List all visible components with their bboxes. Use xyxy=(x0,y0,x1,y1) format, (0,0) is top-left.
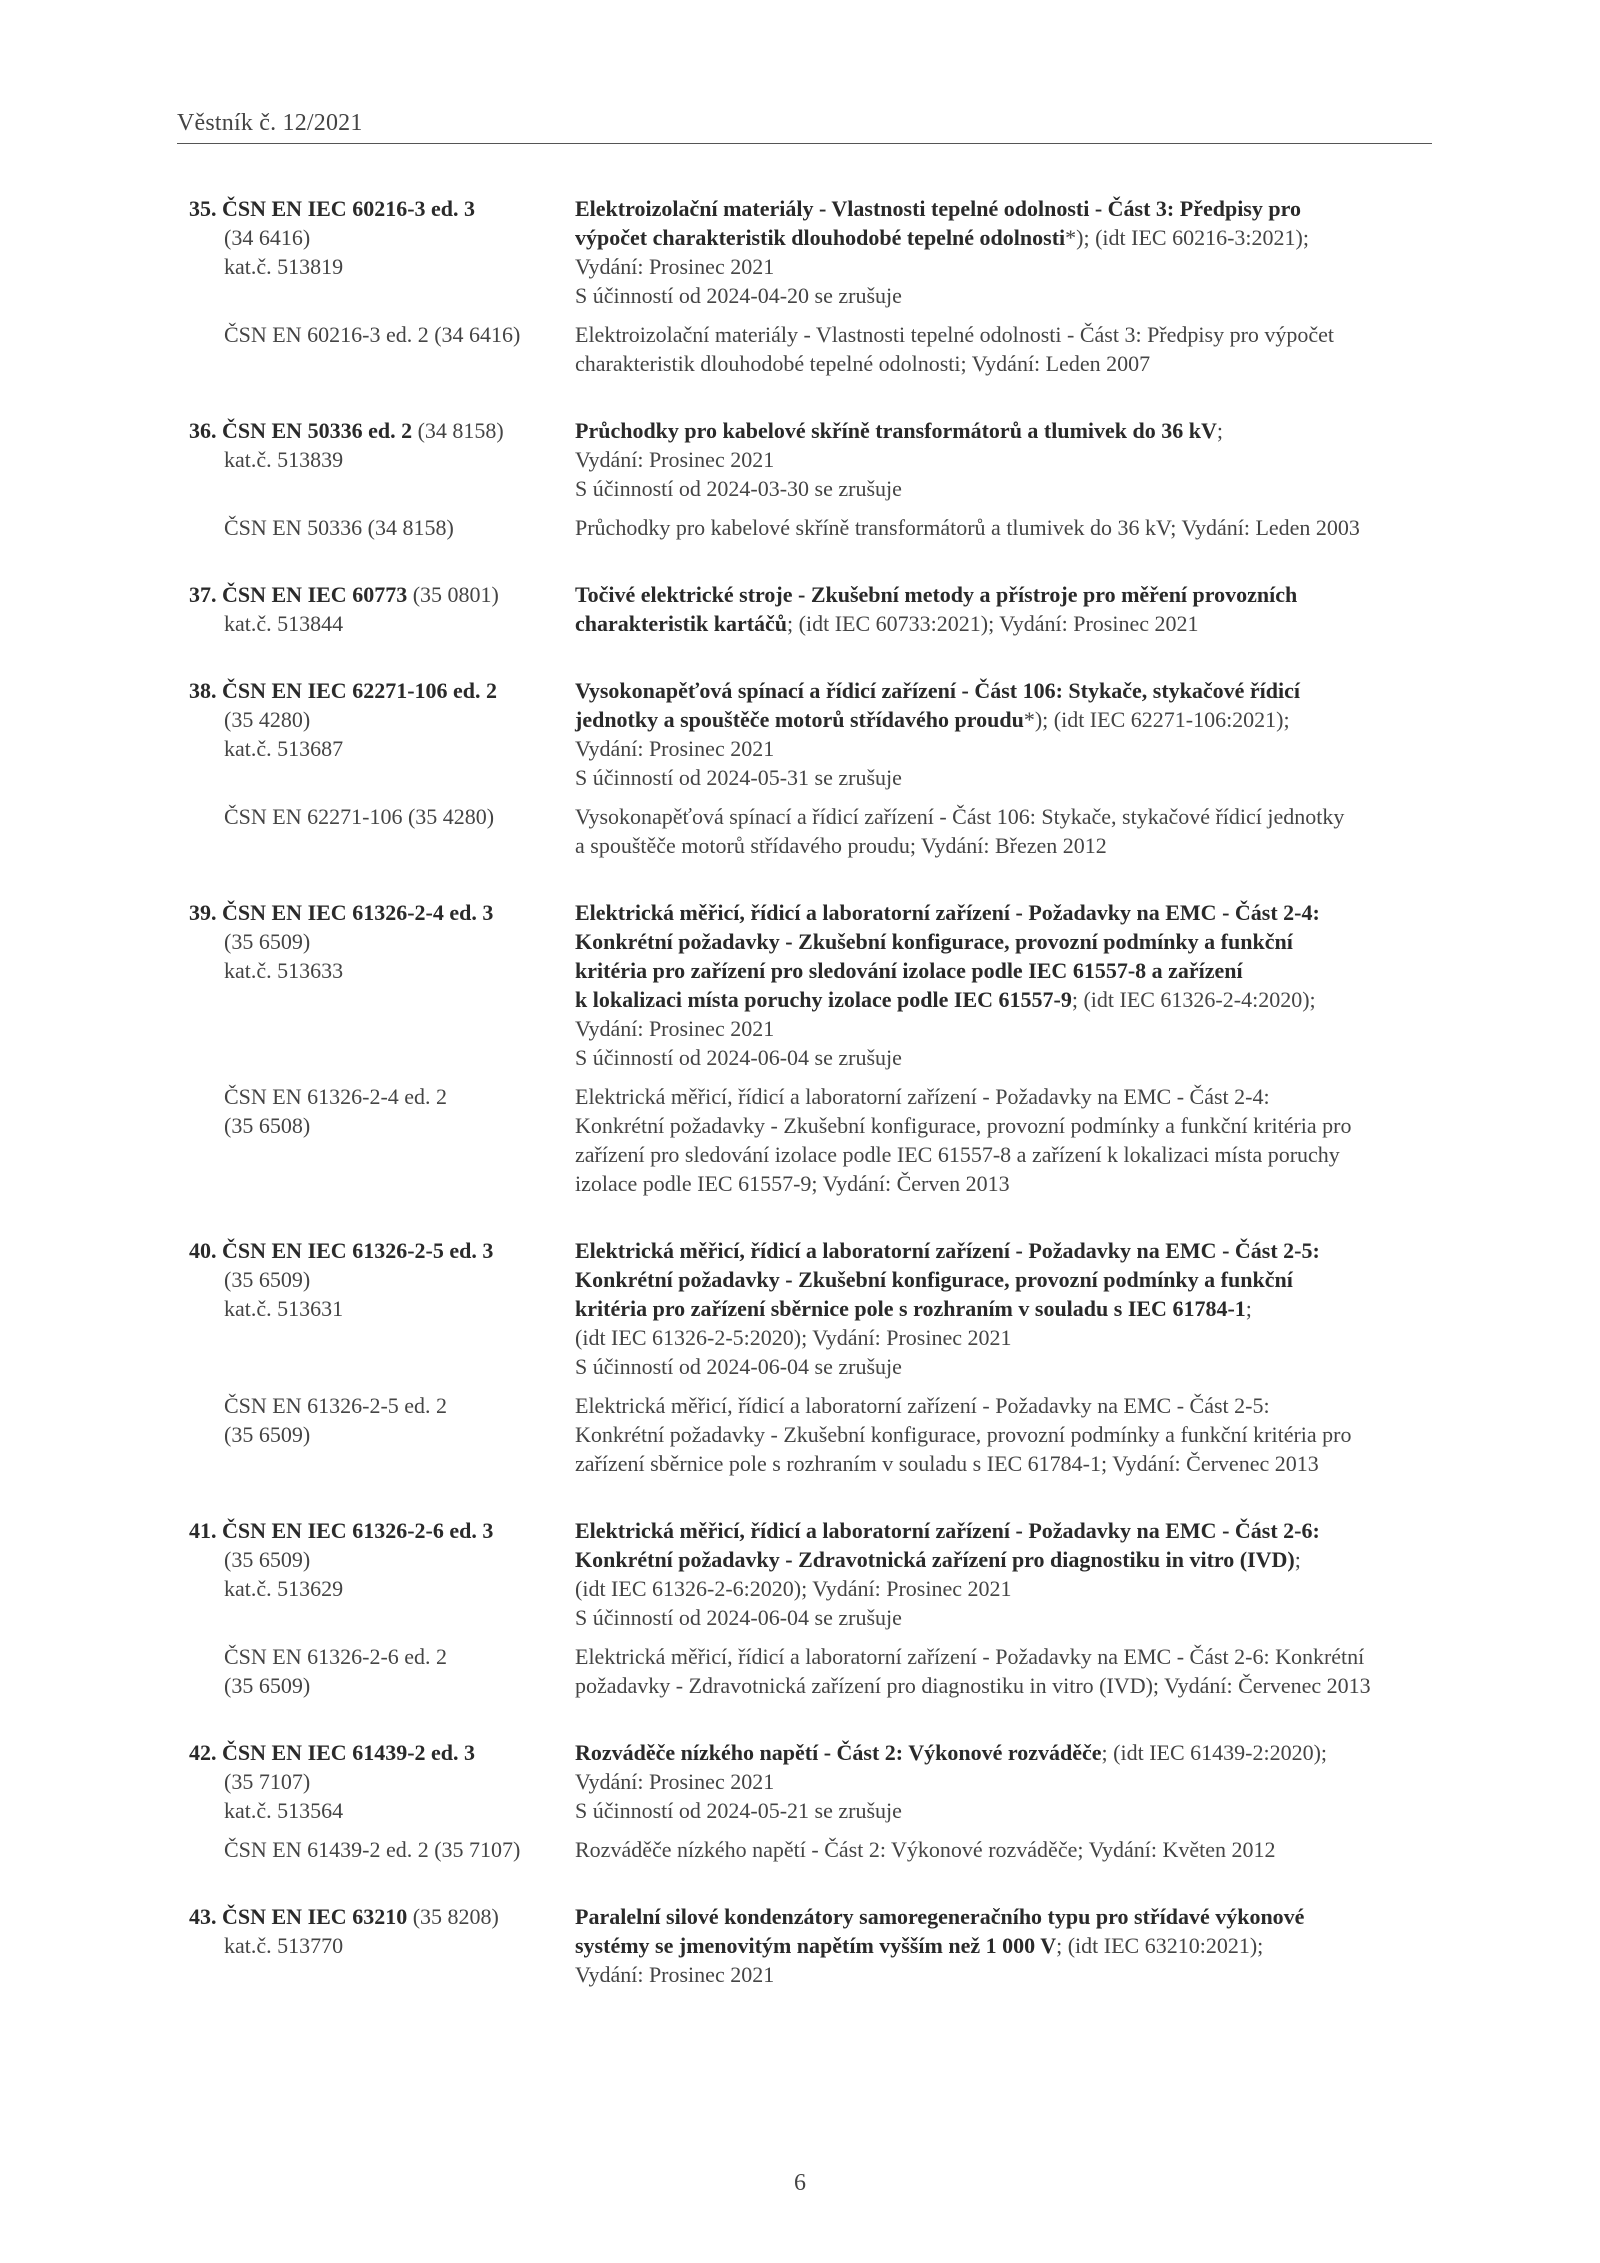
replaced-standard-row xyxy=(189,1391,1444,1478)
classification-number: (35 6509) xyxy=(224,1547,311,1572)
standard-main-row xyxy=(189,416,1444,503)
replaced-title-line: Konkrétní požadavky - Zkušební konfigurace, provozní podmínky a funkční kritéria pro xyxy=(575,1113,1352,1138)
issue-detail: S účinností od 2024-06-04 se zrušuje xyxy=(575,1354,902,1379)
classification-number: (35 6509) xyxy=(224,1267,311,1292)
catalog-number: kat.č. 513819 xyxy=(224,254,344,279)
replaced-code: (35 6509) xyxy=(224,1422,311,1447)
replaced-title-line: Elektrická měřicí, řídicí a laboratorní zařízení - Požadavky na EMC - Část 2-5: xyxy=(575,1393,1270,1418)
standard-main-row xyxy=(189,580,1444,638)
standard-entry xyxy=(189,1236,1444,1478)
page-number: 6 xyxy=(794,2170,806,2196)
standard-description xyxy=(575,194,1444,310)
replaced-title-line: Vysokonapěťová spínací a řídicí zařízení - Část 106: Stykače, stykačové řídicí jednotky xyxy=(575,804,1345,829)
catalog-number: kat.č. 513564 xyxy=(224,1798,344,1823)
standard-code-line xyxy=(189,416,575,445)
catalog-number: kat.č. 513770 xyxy=(224,1933,344,1958)
replaced-title-line: Konkrétní požadavky - Zkušební konfigurace, provozní podmínky a funkční kritéria pro xyxy=(575,1422,1352,1447)
issue-detail: Vydání: Prosinec 2021 xyxy=(575,736,775,761)
replaced-code: ČSN EN 61326-2-5 ed. 2 xyxy=(224,1393,448,1418)
title-suffix: ; xyxy=(1294,1547,1301,1572)
standard-entry xyxy=(189,1738,1444,1864)
issue-detail: Vydání: Prosinec 2021 xyxy=(575,447,775,472)
replaced-title-line: Elektrická měřicí, řídicí a laboratorní zařízení - Požadavky na EMC - Část 2-6: Konkrétní xyxy=(575,1644,1365,1669)
entry-number: 38. xyxy=(189,678,217,703)
title-line xyxy=(575,580,1444,609)
issue-detail: S účinností od 2024-03-30 se zrušuje xyxy=(575,476,902,501)
title-line xyxy=(575,1738,1444,1767)
standard-title: Paralelní silové kondenzátory samoregeneračního typu pro střídavé výkonové xyxy=(575,1904,1305,1929)
replaced-designation xyxy=(189,513,575,542)
standard-title: jednotky a spouštěče motorů střídavého proudu xyxy=(575,707,1024,732)
standard-description xyxy=(575,676,1444,792)
issue-detail: Vydání: Prosinec 2021 xyxy=(575,254,775,279)
standard-title: Točivé elektrické stroje - Zkušební metody a přístroje pro měření provozních xyxy=(575,582,1298,607)
replaced-designation xyxy=(189,1082,575,1140)
standard-code: ČSN EN IEC 61326-2-6 ed. 3 xyxy=(222,1518,494,1543)
standard-title: k lokalizaci místa poruchy izolace podle IEC 61557-9 xyxy=(575,987,1072,1012)
entry-number: 41. xyxy=(189,1518,217,1543)
standard-main-row xyxy=(189,194,1444,310)
standard-designation xyxy=(189,416,575,474)
entry-number: 37. xyxy=(189,582,217,607)
title-suffix: *); (idt IEC 62271-106:2021); xyxy=(1023,707,1290,732)
replaced-description xyxy=(575,513,1444,542)
standard-entry xyxy=(189,1516,1444,1700)
standard-designation xyxy=(189,1236,575,1323)
title-suffix: ; xyxy=(1216,418,1224,443)
issue-detail: S účinností od 2024-05-21 se zrušuje xyxy=(575,1798,902,1823)
page-header xyxy=(177,110,1432,144)
replaced-title-line: charakteristik dlouhodobé tepelné odolnosti; Vydání: Leden 2007 xyxy=(575,351,1151,376)
replaced-standard-row xyxy=(189,1835,1444,1864)
issue-detail: S účinností od 2024-04-20 se zrušuje xyxy=(575,283,902,308)
replaced-description xyxy=(575,1391,1444,1478)
replaced-standard-row xyxy=(189,513,1444,542)
standard-main-row xyxy=(189,1516,1444,1632)
standard-title: Vysokonapěťová spínací a řídicí zařízení - Část 106: Stykače, stykačové řídicí xyxy=(575,678,1301,703)
journal-title: Věstník č. 12/2021 xyxy=(177,110,363,136)
title-line xyxy=(575,1931,1444,1960)
standard-main-row xyxy=(189,1902,1444,1989)
issue-detail: S účinností od 2024-06-04 se zrušuje xyxy=(575,1045,902,1070)
replaced-code: ČSN EN 50336 (34 8158) xyxy=(224,515,454,540)
standard-description xyxy=(575,898,1444,1072)
standard-code: ČSN EN IEC 63210 xyxy=(222,1904,408,1929)
catalog-number: kat.č. 513629 xyxy=(224,1576,344,1601)
standard-title: Průchodky pro kabelové skříně transformátorů a tlumivek do 36 kV xyxy=(575,418,1217,443)
standard-code-line xyxy=(189,1902,575,1931)
replaced-designation xyxy=(189,1835,575,1864)
standard-description xyxy=(575,1516,1444,1632)
standard-title: Elektrická měřicí, řídicí a laboratorní zařízení - Požadavky na EMC - Část 2-5: xyxy=(575,1238,1320,1263)
standard-title: Konkrétní požadavky - Zkušební konfigurace, provozní podmínky a funkční xyxy=(575,929,1293,954)
issue-detail: Vydání: Prosinec 2021 xyxy=(575,1962,775,1987)
catalog-number: kat.č. 513687 xyxy=(224,736,344,761)
standard-code: ČSN EN IEC 60773 xyxy=(222,582,408,607)
catalog-number: kat.č. 513631 xyxy=(224,1296,344,1321)
standard-description xyxy=(575,1902,1444,1989)
standard-code: ČSN EN IEC 61326-2-4 ed. 3 xyxy=(222,900,494,925)
replaced-code: ČSN EN 61439-2 ed. 2 (35 7107) xyxy=(224,1837,521,1862)
title-line xyxy=(575,416,1444,445)
replaced-title-line: Rozváděče nízkého napětí - Část 2: Výkonové rozváděče; Vydání: Květen 2012 xyxy=(575,1837,1276,1862)
replaced-title-line: zařízení sběrnice pole s rozhraním v souladu s IEC 61784-1; Vydání: Červenec 2013 xyxy=(575,1451,1319,1476)
classification-number: (35 4280) xyxy=(224,707,311,732)
standard-main-row xyxy=(189,676,1444,792)
replaced-designation xyxy=(189,802,575,831)
standard-title: kritéria pro zařízení sběrnice pole s rozhraním v souladu s IEC 61784-1 xyxy=(575,1296,1246,1321)
entry-number: 42. xyxy=(189,1740,217,1765)
title-line xyxy=(575,1236,1444,1265)
entry-number: 40. xyxy=(189,1238,217,1263)
issue-detail: Vydání: Prosinec 2021 xyxy=(575,1769,775,1794)
classification-number: (35 0801) xyxy=(407,582,499,607)
replaced-code: ČSN EN 61326-2-6 ed. 2 xyxy=(224,1644,448,1669)
standard-entry xyxy=(189,580,1444,638)
replaced-title-line: Průchodky pro kabelové skříně transformátorů a tlumivek do 36 kV; Vydání: Leden 2003 xyxy=(575,515,1360,540)
standard-title: Elektroizolační materiály - Vlastnosti tepelné odolnosti - Část 3: Předpisy pro xyxy=(575,196,1301,221)
replaced-designation xyxy=(189,1642,575,1700)
replaced-designation xyxy=(189,320,575,349)
standard-code-line xyxy=(189,580,575,609)
title-line xyxy=(575,985,1444,1014)
standard-designation xyxy=(189,898,575,985)
standard-main-row xyxy=(189,898,1444,1072)
replaced-designation xyxy=(189,1391,575,1449)
standard-title: Elektrická měřicí, řídicí a laboratorní zařízení - Požadavky na EMC - Část 2-6: xyxy=(575,1518,1320,1543)
title-suffix: ; xyxy=(1245,1296,1252,1321)
title-line xyxy=(575,705,1444,734)
classification-number: (35 7107) xyxy=(224,1769,311,1794)
standard-designation xyxy=(189,194,575,281)
replaced-code: ČSN EN 62271-106 (35 4280) xyxy=(224,804,495,829)
replaced-title-line: Elektroizolační materiály - Vlastnosti tepelné odolnosti - Část 3: Předpisy pro výpočet xyxy=(575,322,1335,347)
standard-code-line xyxy=(189,194,575,223)
replaced-title-line: zařízení pro sledování izolace podle IEC 61557-8 a zařízení k lokalizaci místa poruchy xyxy=(575,1142,1340,1167)
catalog-number: kat.č. 513839 xyxy=(224,447,344,472)
replaced-standard-row xyxy=(189,802,1444,860)
replaced-standard-row xyxy=(189,1642,1444,1700)
standard-title: Konkrétní požadavky - Zdravotnická zařízení pro diagnostiku in vitro (IVD) xyxy=(575,1547,1295,1572)
standard-description xyxy=(575,1236,1444,1381)
standard-title: Konkrétní požadavky - Zkušební konfigurace, provozní podmínky a funkční xyxy=(575,1267,1293,1292)
standard-code-line xyxy=(189,898,575,927)
title-line xyxy=(575,1545,1444,1574)
standard-designation xyxy=(189,580,575,638)
entry-number: 35. xyxy=(189,196,217,221)
standard-designation xyxy=(189,1902,575,1960)
standard-title: Elektrická měřicí, řídicí a laboratorní zařízení - Požadavky na EMC - Část 2-4: xyxy=(575,900,1320,925)
standard-entry xyxy=(189,676,1444,860)
standard-designation xyxy=(189,1516,575,1603)
replaced-description xyxy=(575,1642,1444,1700)
standard-title: charakteristik kartáčů xyxy=(575,611,788,636)
title-suffix: ; (idt IEC 61326-2-4:2020); xyxy=(1071,987,1316,1012)
classification-number: (34 8158) xyxy=(412,418,504,443)
classification-number: (34 6416) xyxy=(224,225,311,250)
title-line xyxy=(575,1902,1444,1931)
replaced-standard-row xyxy=(189,320,1444,378)
standard-designation xyxy=(189,676,575,763)
standard-main-row xyxy=(189,1738,1444,1825)
standard-description xyxy=(575,416,1444,503)
replaced-description xyxy=(575,802,1444,860)
entry-number: 39. xyxy=(189,900,217,925)
replaced-code: ČSN EN 61326-2-4 ed. 2 xyxy=(224,1084,448,1109)
replaced-description xyxy=(575,1082,1444,1198)
standard-code: ČSN EN 50336 ed. 2 xyxy=(222,418,413,443)
title-line xyxy=(575,1294,1444,1323)
title-line xyxy=(575,898,1444,927)
standard-description xyxy=(575,1738,1444,1825)
replaced-title-line: Elektrická měřicí, řídicí a laboratorní zařízení - Požadavky na EMC - Část 2-4: xyxy=(575,1084,1270,1109)
catalog-number: kat.č. 513844 xyxy=(224,611,344,636)
issue-detail: (idt IEC 61326-2-5:2020); Vydání: Prosinec 2021 xyxy=(575,1325,1012,1350)
standards-list xyxy=(189,194,1444,2027)
standard-title: Rozváděče nízkého napětí - Část 2: Výkonové rozváděče xyxy=(575,1740,1102,1765)
replaced-title-line: izolace podle IEC 61557-9; Vydání: Červen 2013 xyxy=(575,1171,1010,1196)
title-line xyxy=(575,676,1444,705)
issue-detail: S účinností od 2024-06-04 se zrušuje xyxy=(575,1605,902,1630)
title-line xyxy=(575,223,1444,252)
standard-title: výpočet charakteristik dlouhodobé tepelné odolnosti xyxy=(575,225,1066,250)
replaced-title-line: a spouštěče motorů střídavého proudu; Vydání: Březen 2012 xyxy=(575,833,1107,858)
standard-code-line xyxy=(189,1516,575,1545)
standard-title: kritéria pro zařízení pro sledování izolace podle IEC 61557-8 a zařízení xyxy=(575,958,1243,983)
standard-code-line xyxy=(189,1738,575,1767)
entry-number: 43. xyxy=(189,1904,217,1929)
replaced-code: ČSN EN 60216-3 ed. 2 (34 6416) xyxy=(224,322,521,347)
standard-code: ČSN EN IEC 62271-106 ed. 2 xyxy=(222,678,498,703)
standard-main-row xyxy=(189,1236,1444,1381)
replaced-title-line: požadavky - Zdravotnická zařízení pro diagnostiku in vitro (IVD); Vydání: Červenec 2013 xyxy=(575,1673,1371,1698)
catalog-number: kat.č. 513633 xyxy=(224,958,344,983)
title-line xyxy=(575,1516,1444,1545)
replaced-code: (35 6508) xyxy=(224,1113,311,1138)
title-line xyxy=(575,927,1444,956)
title-suffix: *); (idt IEC 60216-3:2021); xyxy=(1065,225,1309,250)
issue-detail: (idt IEC 61326-2-6:2020); Vydání: Prosinec 2021 xyxy=(575,1576,1012,1601)
title-line xyxy=(575,609,1444,638)
standard-code-line xyxy=(189,1236,575,1265)
title-line xyxy=(575,194,1444,223)
classification-number: (35 8208) xyxy=(407,1904,499,1929)
standard-code: ČSN EN IEC 61326-2-5 ed. 3 xyxy=(222,1238,494,1263)
replaced-code: (35 6509) xyxy=(224,1673,311,1698)
title-suffix: ; (idt IEC 61439-2:2020); xyxy=(1101,1740,1328,1765)
standard-description xyxy=(575,580,1444,638)
classification-number: (35 6509) xyxy=(224,929,311,954)
entry-number: 36. xyxy=(189,418,217,443)
issue-detail: Vydání: Prosinec 2021 xyxy=(575,1016,775,1041)
standard-designation xyxy=(189,1738,575,1825)
replaced-description xyxy=(575,1835,1444,1864)
replaced-standard-row xyxy=(189,1082,1444,1198)
standard-entry xyxy=(189,898,1444,1198)
standard-entry xyxy=(189,1902,1444,1989)
title-suffix: ; (idt IEC 60733:2021); Vydání: Prosinec 2021 xyxy=(787,611,1199,636)
title-line xyxy=(575,1265,1444,1294)
standard-code: ČSN EN IEC 61439-2 ed. 3 xyxy=(222,1740,476,1765)
standard-code: ČSN EN IEC 60216-3 ed. 3 xyxy=(222,196,476,221)
replaced-description xyxy=(575,320,1444,378)
standard-code-line xyxy=(189,676,575,705)
standard-entry xyxy=(189,194,1444,378)
title-line xyxy=(575,956,1444,985)
title-suffix: ; (idt IEC 63210:2021); xyxy=(1056,1933,1264,1958)
issue-detail: S účinností od 2024-05-31 se zrušuje xyxy=(575,765,902,790)
standard-title: systémy se jmenovitým napětím vyšším než 1 000 V xyxy=(575,1933,1057,1958)
standard-entry xyxy=(189,416,1444,542)
